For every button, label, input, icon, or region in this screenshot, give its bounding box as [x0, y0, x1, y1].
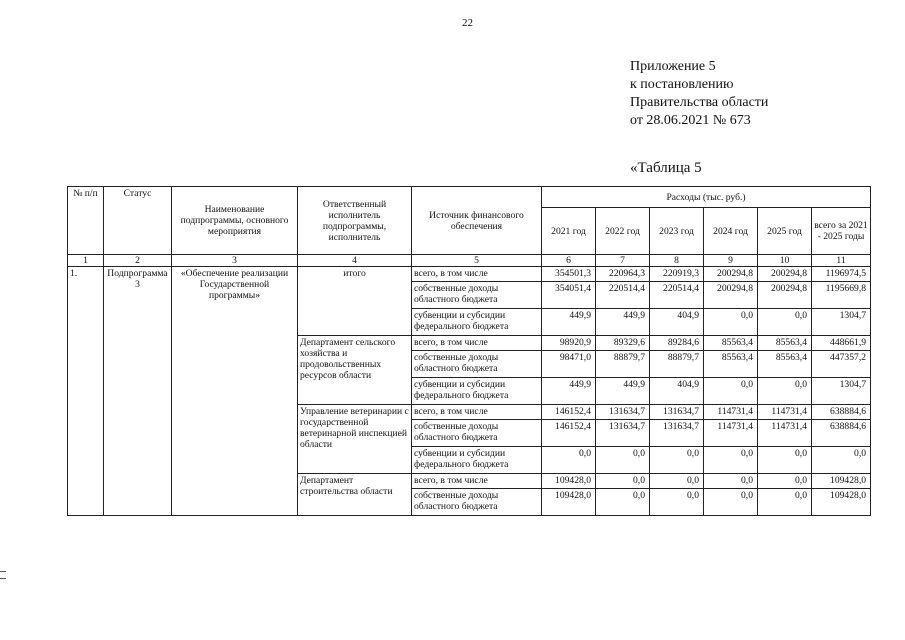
header-year: 2024 год — [704, 208, 758, 255]
name-cell: «Обеспечение реализации Государственной программы» — [172, 267, 298, 516]
value-cell: 0,0 — [758, 489, 812, 516]
header-year: 2025 год — [758, 208, 812, 255]
table-body — [68, 267, 871, 516]
header-year: 2021 год — [542, 208, 596, 255]
total-value-cell: 0,0 — [812, 447, 871, 474]
value-cell: 89284,6 — [650, 336, 704, 351]
source-cell: всего, в том числе — [412, 405, 542, 420]
page-number: 22 — [462, 17, 473, 29]
value-cell: 85563,4 — [758, 351, 812, 378]
source-cell: собственные доходы областного бюджета — [412, 282, 542, 309]
value-cell: 85563,4 — [758, 336, 812, 351]
source-cell: субвенции и субсидии федерального бюджета — [412, 309, 542, 336]
value-cell: 0,0 — [704, 447, 758, 474]
value-cell: 114731,4 — [704, 405, 758, 420]
value-cell: 0,0 — [596, 474, 650, 489]
value-cell: 200294,8 — [758, 267, 812, 282]
value-cell: 131634,7 — [650, 420, 704, 447]
source-cell: субвенции и субсидии федерального бюджета — [412, 378, 542, 405]
status-cell: Подпрограмма 3 — [104, 267, 172, 516]
source-cell: всего, в том числе — [412, 474, 542, 489]
total-value-cell: 1196974,5 — [812, 267, 871, 282]
value-cell: 0,0 — [758, 447, 812, 474]
row-number: 1. — [68, 267, 104, 516]
value-cell: 200294,8 — [704, 282, 758, 309]
value-cell: 88879,7 — [650, 351, 704, 378]
value-cell: 0,0 — [758, 309, 812, 336]
value-cell: 354051,4 — [542, 282, 596, 309]
total-value-cell: 109428,0 — [812, 474, 871, 489]
column-number: 7 — [596, 255, 650, 267]
total-value-cell: 638884,6 — [812, 420, 871, 447]
value-cell: 0,0 — [704, 489, 758, 516]
appendix-header — [630, 58, 768, 130]
value-cell: 146152,4 — [542, 405, 596, 420]
table-caption: «Таблица 5 — [630, 160, 702, 176]
header-executor: Ответственный исполнитель подпрограммы, исполнитель — [298, 187, 412, 255]
value-cell: 0,0 — [704, 309, 758, 336]
value-cell: 114731,4 — [758, 420, 812, 447]
header-year: 2023 год — [650, 208, 704, 255]
header-expenses: Расходы (тыс. руб.) — [542, 187, 871, 208]
value-cell: 0,0 — [704, 474, 758, 489]
value-cell: 449,9 — [596, 378, 650, 405]
column-number: 5 — [412, 255, 542, 267]
value-cell: 89329,6 — [596, 336, 650, 351]
value-cell: 0,0 — [596, 447, 650, 474]
total-value-cell: 1304,7 — [812, 378, 871, 405]
appendix-line: Приложение 5 — [630, 59, 716, 74]
edge-mark — [0, 571, 6, 579]
header-status: Статус — [104, 187, 172, 255]
executor-cell: итого — [298, 267, 412, 336]
value-cell: 98920,9 — [542, 336, 596, 351]
appendix-line: к постановлению — [630, 77, 734, 92]
column-number: 4 — [298, 255, 412, 267]
total-value-cell: 109428,0 — [812, 489, 871, 516]
total-value-cell: 638884,6 — [812, 405, 871, 420]
value-cell: 85563,4 — [704, 351, 758, 378]
value-cell: 354501,3 — [542, 267, 596, 282]
column-number: 11 — [812, 255, 871, 267]
value-cell: 0,0 — [650, 474, 704, 489]
value-cell: 0,0 — [650, 447, 704, 474]
appendix-line: от 28.06.2021 № 673 — [630, 113, 751, 128]
header-name: Наименование подпрограммы, основного мероприятия — [172, 187, 298, 255]
total-value-cell: 1195669,8 — [812, 282, 871, 309]
value-cell: 114731,4 — [758, 405, 812, 420]
value-cell: 131634,7 — [596, 420, 650, 447]
source-cell: собственные доходы областного бюджета — [412, 351, 542, 378]
total-value-cell: 447357,2 — [812, 351, 871, 378]
value-cell: 220514,4 — [596, 282, 650, 309]
value-cell: 131634,7 — [596, 405, 650, 420]
value-cell: 0,0 — [758, 474, 812, 489]
total-value-cell: 1304,7 — [812, 309, 871, 336]
value-cell: 200294,8 — [758, 282, 812, 309]
column-number: 10 — [758, 255, 812, 267]
header-total: всего за 2021 - 2025 годы — [812, 208, 871, 255]
value-cell: 404,9 — [650, 309, 704, 336]
value-cell: 109428,0 — [542, 474, 596, 489]
header-no: № п/п — [68, 187, 104, 255]
column-number: 9 — [704, 255, 758, 267]
value-cell: 114731,4 — [704, 420, 758, 447]
column-number: 2 — [104, 255, 172, 267]
source-cell: субвенции и субсидии федерального бюджета — [412, 447, 542, 474]
header-source: Источник финансового обеспечения — [412, 187, 542, 255]
value-cell: 88879,7 — [596, 351, 650, 378]
value-cell: 404,9 — [650, 378, 704, 405]
executor-cell: Департамент сельского хозяйства и продовольственных ресурсов области — [298, 336, 412, 405]
executor-cell: Департамент строительства области — [298, 474, 412, 516]
value-cell: 449,9 — [542, 378, 596, 405]
column-number: 3 — [172, 255, 298, 267]
value-cell: 0,0 — [704, 378, 758, 405]
total-value-cell: 448661,9 — [812, 336, 871, 351]
value-cell: 0,0 — [758, 378, 812, 405]
header-year: 2022 год — [596, 208, 650, 255]
value-cell: 200294,8 — [704, 267, 758, 282]
table-header — [68, 187, 871, 267]
value-cell: 146152,4 — [542, 420, 596, 447]
value-cell: 449,9 — [542, 309, 596, 336]
value-cell: 98471,0 — [542, 351, 596, 378]
executor-cell: Управление ветеринарии с государственной ветеринарной инспекцией области — [298, 405, 412, 474]
value-cell: 131634,7 — [650, 405, 704, 420]
source-cell: всего, в том числе — [412, 336, 542, 351]
column-number-row — [68, 255, 871, 267]
table-row — [68, 267, 871, 282]
column-number: 6 — [542, 255, 596, 267]
source-cell: собственные доходы областного бюджета — [412, 420, 542, 447]
appendix-line: Правительства области — [630, 95, 769, 110]
source-cell: собственные доходы областного бюджета — [412, 489, 542, 516]
column-number: 1 — [68, 255, 104, 267]
value-cell: 449,9 — [596, 309, 650, 336]
value-cell: 220964,3 — [596, 267, 650, 282]
column-number: 8 — [650, 255, 704, 267]
value-cell: 220514,4 — [650, 282, 704, 309]
value-cell: 220919,3 — [650, 267, 704, 282]
value-cell: 0,0 — [596, 489, 650, 516]
value-cell: 0,0 — [650, 489, 704, 516]
value-cell: 109428,0 — [542, 489, 596, 516]
expenses-table — [67, 186, 871, 516]
value-cell: 85563,4 — [704, 336, 758, 351]
value-cell: 0,0 — [542, 447, 596, 474]
source-cell: всего, в том числе — [412, 267, 542, 282]
